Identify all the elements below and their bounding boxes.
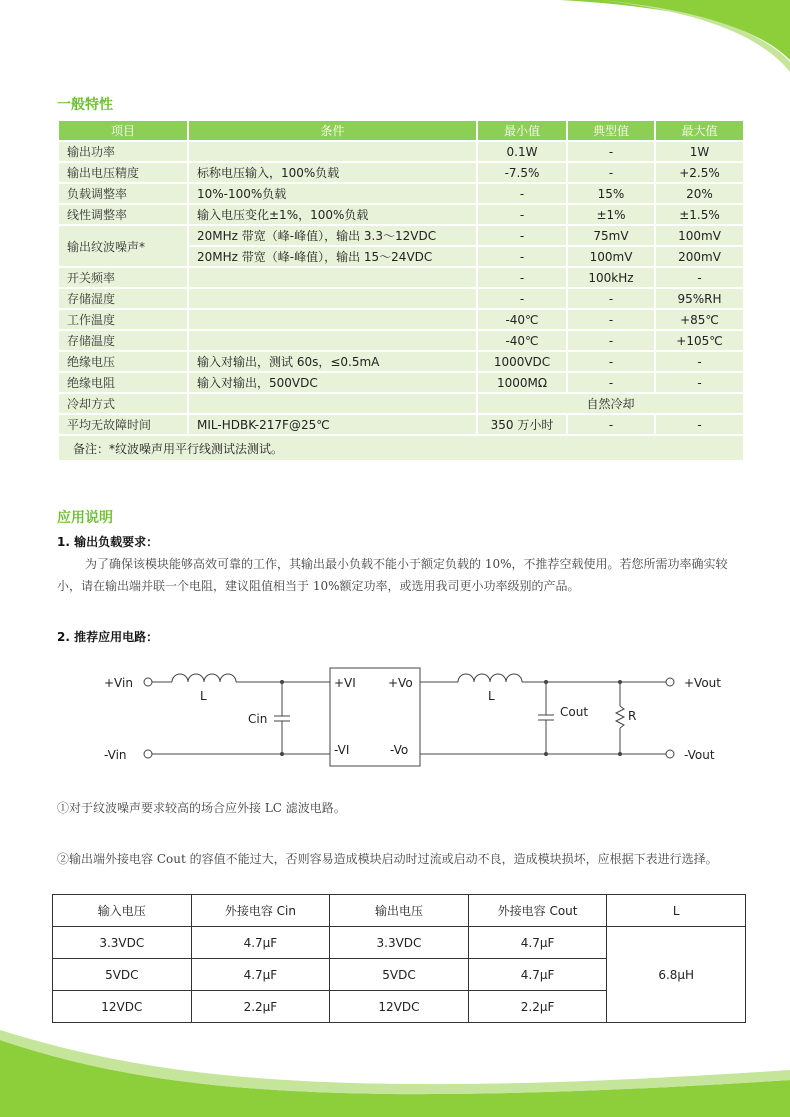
item-cell: 输出纹波噪声* [59, 226, 187, 266]
max-cell: +2.5% [656, 163, 743, 182]
max-cell: 95%RH [656, 289, 743, 308]
condition-cell [189, 331, 476, 350]
item-cell: 输出电压精度 [59, 163, 187, 182]
min-cell: 1000MΩ [478, 373, 566, 392]
typ-cell: - [568, 142, 654, 161]
typ-cell: - [568, 415, 654, 434]
bottom-swoosh [0, 1040, 790, 1117]
min-cell: -40℃ [478, 310, 566, 329]
cap-cell: 3.3VDC [330, 927, 469, 959]
subsection-title-load: 1. 输出负载要求： [57, 535, 159, 549]
typ-cell: 15% [568, 184, 654, 203]
condition-cell [189, 310, 476, 329]
max-cell: ±1.5% [656, 205, 743, 224]
typ-cell: 100kHz [568, 268, 654, 287]
table-row [59, 184, 743, 203]
max-cell: 1W [656, 142, 743, 161]
header-cell: 条件 [189, 121, 476, 140]
label-vout-neg: -Vout [684, 748, 715, 762]
min-cell: - [478, 268, 566, 287]
label-l-out: L [488, 689, 495, 703]
top-swoosh-light [600, 0, 790, 72]
max-cell: +105℃ [656, 331, 743, 350]
note-cout-limit: ②输出端外接电容 Cout 的容值不能过大，否则容易造成模块启动时过流或启动不良，造成模块损坏，应根据下表进行选择。 [57, 852, 718, 866]
vout-neg-terminal [666, 750, 674, 758]
section-title-application: 应用说明 [57, 510, 113, 526]
inductor-value-cell: 6.8μH [607, 927, 746, 1023]
label-vin-neg: -Vin [104, 748, 127, 762]
label-cout: Cout [560, 705, 589, 719]
header-cell: 典型值 [568, 121, 654, 140]
min-cell: - [478, 226, 566, 245]
cap-cell: 12VDC [330, 991, 469, 1023]
typ-cell: - [568, 310, 654, 329]
min-cell: -7.5% [478, 163, 566, 182]
table-row [59, 394, 743, 413]
note-lc-filter: ①对于纹波噪声要求较高的场合应外接 LC 滤波电路。 [57, 801, 346, 815]
condition-cell: 输入对输出，500VDC [189, 373, 476, 392]
typ-cell: 75mV [568, 226, 654, 245]
cap-cell: 4.7μF [468, 959, 607, 991]
min-cell: - [478, 289, 566, 308]
condition-cell: 输入电压变化±1%，100%负载 [189, 205, 476, 224]
typ-cell: 100mV [568, 247, 654, 266]
table-row [59, 289, 743, 308]
table-row [59, 352, 743, 371]
condition-cell: 输入对输出，测试 60s，≤0.5mA [189, 352, 476, 371]
table-row [59, 226, 743, 245]
cap-cell: 4.7μF [468, 927, 607, 959]
capacitor-table [52, 894, 746, 1023]
cap-cell: 4.7μF [191, 927, 330, 959]
item-cell: 冷却方式 [59, 394, 187, 413]
item-cell: 存储湿度 [59, 289, 187, 308]
load-resistor [616, 706, 624, 728]
cap-cell: 2.2μF [468, 991, 607, 1023]
header-cell: 外接电容 Cin [191, 895, 330, 927]
table-row [59, 310, 743, 329]
item-cell: 工作温度 [59, 310, 187, 329]
max-cell: 200mV [656, 247, 743, 266]
cap-cell: 3.3VDC [53, 927, 192, 959]
condition-cell: 标称电压输入，100%负载 [189, 163, 476, 182]
typ-cell: - [568, 331, 654, 350]
section-title-general: 一般特性 [57, 97, 113, 113]
typ-cell: - [568, 373, 654, 392]
max-cell: - [656, 415, 743, 434]
max-cell: 20% [656, 184, 743, 203]
cap-cell: 4.7μF [191, 959, 330, 991]
min-cell: - [478, 184, 566, 203]
max-cell: +85℃ [656, 310, 743, 329]
typ-cell: - [568, 289, 654, 308]
vin-neg-terminal [144, 750, 152, 758]
condition-cell [189, 394, 476, 413]
header-cell: 外接电容 Cout [468, 895, 607, 927]
bottom-swoosh-light [0, 1030, 790, 1094]
min-cell: 350 万小时 [478, 415, 566, 434]
application-circuit [100, 660, 740, 780]
condition-cell [189, 142, 476, 161]
table-row [59, 163, 743, 182]
table-row [59, 268, 743, 287]
min-cell: - [478, 247, 566, 266]
typ-cell: - [568, 352, 654, 371]
label-cin: Cin [248, 712, 268, 726]
item-cell: 输出功率 [59, 142, 187, 161]
vout-pos-terminal [666, 678, 674, 686]
max-cell: 100mV [656, 226, 743, 245]
header-cell: 输入电压 [53, 895, 192, 927]
label-vout-pos: +Vout [684, 676, 721, 690]
item-cell: 线性调整率 [59, 205, 187, 224]
spec-table [57, 119, 745, 462]
output-inductor [458, 674, 522, 682]
table-row [59, 331, 743, 350]
table-row [59, 205, 743, 224]
header-cell: 最小值 [478, 121, 566, 140]
note-row [59, 436, 743, 460]
vin-pos-terminal [144, 678, 152, 686]
max-cell: - [656, 352, 743, 371]
table-note: 备注：*纹波噪声用平行线测试法测试。 [59, 436, 743, 460]
spec-header-row [59, 121, 743, 140]
condition-cell: 20MHz 带宽（峰-峰值），输出 15～24VDC [189, 247, 476, 266]
table-row [59, 415, 743, 434]
label-vi-neg: -VI [334, 743, 350, 757]
label-vo-neg: -Vo [390, 743, 409, 757]
table-row [59, 142, 743, 161]
min-cell: - [478, 205, 566, 224]
label-l-in: L [200, 689, 207, 703]
typ-cell: - [568, 163, 654, 182]
min-cell: 0.1W [478, 142, 566, 161]
header-cell: 最大值 [656, 121, 743, 140]
cap-header-row [53, 895, 746, 927]
subsection-title-circuit: 2. 推荐应用电路： [57, 630, 159, 644]
top-swoosh [560, 0, 790, 60]
max-cell: - [656, 373, 743, 392]
header-cell: 输出电压 [330, 895, 469, 927]
input-inductor [172, 674, 236, 682]
item-cell: 绝缘电阻 [59, 373, 187, 392]
min-cell: -40℃ [478, 331, 566, 350]
cap-cell: 5VDC [330, 959, 469, 991]
load-paragraph: 为了确保该模块能够高效可靠的工作，其输出最小负载不能小于额定负载的 10%，不推荐空载使用。若您所需功率确实较小，请在输出端并联一个电阻，建议阻值相当于 10%额定功率，或选用我司更小功率级别的产品。 [57, 557, 728, 593]
typ-cell: ±1% [568, 205, 654, 224]
label-vi-pos: +VI [334, 676, 356, 690]
item-cell: 平均无故障时间 [59, 415, 187, 434]
max-cell: - [656, 268, 743, 287]
item-cell: 绝缘电压 [59, 352, 187, 371]
label-vo-pos: +Vo [388, 676, 413, 690]
condition-cell [189, 268, 476, 287]
item-cell: 存储温度 [59, 331, 187, 350]
table-row [59, 373, 743, 392]
header-cell: 项目 [59, 121, 187, 140]
table-row [53, 927, 746, 959]
label-vin-pos: +Vin [104, 676, 133, 690]
condition-cell: 20MHz 带宽（峰-峰值），输出 3.3～12VDC [189, 226, 476, 245]
item-cell: 开关频率 [59, 268, 187, 287]
label-r: R [628, 709, 637, 723]
cap-cell: 12VDC [53, 991, 192, 1023]
cap-cell: 2.2μF [191, 991, 330, 1023]
condition-cell: MIL-HDBK-217F@25℃ [189, 415, 476, 434]
condition-cell: 10%-100%负载 [189, 184, 476, 203]
cap-cell: 5VDC [53, 959, 192, 991]
item-cell: 负载调整率 [59, 184, 187, 203]
min-cell: 1000VDC [478, 352, 566, 371]
condition-cell [189, 289, 476, 308]
header-cell: L [607, 895, 746, 927]
merged-cell: 自然冷却 [478, 394, 743, 413]
